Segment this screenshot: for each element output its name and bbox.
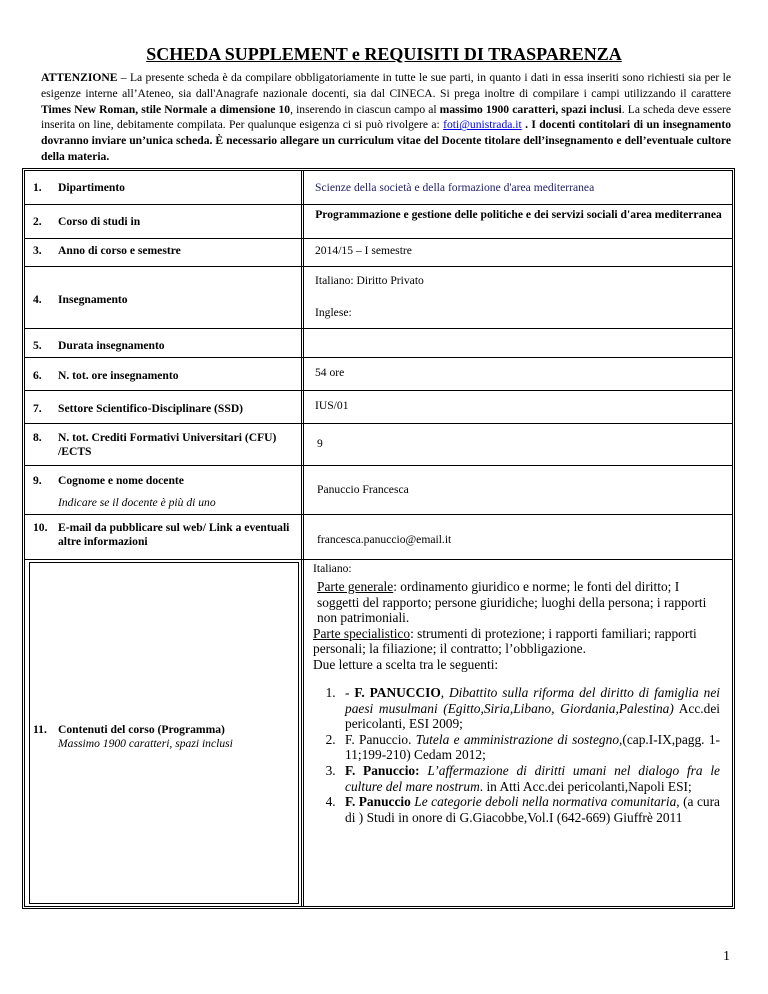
row-label: Anno di corso e semestre (58, 244, 181, 257)
general-part (313, 579, 718, 626)
row-email (25, 515, 732, 560)
intro-text: , inserendo in ciascun campo al (290, 102, 440, 116)
row-ssd (25, 391, 732, 424)
row-number: 3. (33, 244, 42, 257)
contact-email-link[interactable]: foti@unistrada.it (443, 118, 522, 132)
row-number: 10. (33, 521, 48, 534)
general-part-label: Parte generale (317, 579, 394, 594)
reading-title: L’affermazione di diritti umani nel dialogo fra le culture del mare nostrum (345, 762, 720, 794)
teaching-italian-value: Italiano: Diritto Privato (315, 274, 424, 287)
readings-list-container (313, 685, 720, 825)
reading-author: F. Panuccio: (345, 762, 420, 778)
intro-font-requirement: Times New Roman, stile Normale a dimensione 10 (41, 102, 291, 116)
row-label: E-mail da pubblicare sul web/ Link a eventuali altre informazioni (58, 521, 290, 548)
row-label: N. tot. ore insegnamento (58, 369, 179, 382)
row-label: Dipartimento (58, 181, 125, 194)
row-anno (25, 239, 732, 267)
reading-separator: , (440, 685, 450, 700)
row-label: Settore Scientifico-Disciplinare (SSD) (58, 402, 244, 415)
row-docente (25, 466, 732, 515)
reading-item (339, 732, 720, 763)
teaching-english-value: Inglese: (315, 306, 352, 319)
row-label: Cognome e nome docente (58, 474, 184, 487)
row-label: Insegnamento (58, 293, 128, 306)
row-insegnamento (25, 267, 732, 329)
reading-details: , (a cura di ) Studi in onore di G.Giacobbe,Vol.I (642-669) Giuffrè 2011 (345, 794, 720, 825)
reading-title: Le categorie deboli nella normativa comunitaria (414, 794, 677, 810)
reading-item (339, 763, 720, 794)
intro-label: ATTENZIONE (41, 71, 118, 84)
reading-details: . in Atti Acc.dei pericolanti,Napoli ESI; (479, 778, 692, 794)
row-number: 1. (33, 181, 42, 194)
row-number: 9. (33, 474, 42, 487)
readings-intro: Due letture a scelta tra le seguenti: (313, 656, 499, 672)
specialist-part (313, 626, 718, 657)
reading-author: F. PANUCCIO (354, 685, 441, 700)
intro-text: . I docenti contitolari di un insegnamento dovranno inviare un’unica scheda. È necessario allegare un curriculum vitae del Docente titolare dell’insegnamento e dell’eventuale cultore della materia. (41, 118, 732, 163)
department-value: Scienze della società e della formazione d'area mediterranea (315, 181, 595, 194)
row-number: 5. (33, 339, 42, 352)
course-value: Programmazione e gestione delle politiche e dei servizi sociali d'area mediterranea (315, 208, 722, 221)
page-number: 1 (723, 949, 730, 964)
row-sublabel: Indicare se il docente è più di uno (58, 496, 216, 509)
row-label: Durata insegnamento (58, 339, 165, 352)
row-number: 6. (33, 369, 42, 382)
hours-value: 54 ore (315, 366, 345, 379)
row-sublabel: Massimo 1900 caratteri, spazi inclusi (58, 737, 233, 750)
year-semester-value: 2014/15 – I semestre (315, 244, 412, 257)
reading-author: F. Panuccio. (345, 731, 416, 747)
row-durata (25, 329, 732, 358)
intro-length-requirement: massimo 1900 caratteri, spazi inclusi (439, 102, 622, 116)
intro-notice (41, 70, 731, 165)
reading-item (339, 794, 720, 825)
reading-prefix: - (345, 685, 355, 700)
row-number: 8. (33, 431, 42, 444)
reading-title: Dibattito sulla riforma del diritto di famiglia nei paesi musulmani (Egitto,Siria,Libano, Giordania,Palestina) (345, 685, 720, 716)
reading-author: F. Panuccio (345, 794, 411, 810)
row-number: 11. (33, 723, 47, 736)
program-language-label: Italiano: (313, 562, 352, 575)
readings-list (313, 685, 720, 825)
row-label: Corso di studi in (58, 215, 141, 228)
cfu-value: 9 (317, 437, 323, 450)
teacher-email-value: francesca.panuccio@email.it (317, 533, 452, 546)
row-ore (25, 358, 732, 391)
general-part-text: : ordinamento giuridico e norme; le fonti del diritto; I soggetti del rapporto; persone giuridiche; luoghi della persona; i rapporti non patrimoniali. (317, 579, 707, 626)
row-number: 2. (33, 215, 42, 228)
info-table (22, 168, 735, 909)
row-number: 4. (33, 293, 42, 306)
row-label: Contenuti del corso (Programma) (58, 723, 225, 736)
specialist-part-label: Parte specialistico (313, 625, 411, 641)
teacher-name-value: Panuccio Francesca (317, 483, 409, 496)
reading-details: ,(cap.I-IX,pagg. 1-11;199-210) Cedam 2012; (345, 731, 720, 763)
row-contenuti (25, 560, 732, 906)
intro-text: . La scheda deve essere inserita on line, debitamente compilata. Per qualunque esigenza ci si può rivolgere a: (41, 102, 731, 132)
row-corso (25, 205, 732, 239)
row-dipartimento (25, 171, 732, 205)
row-cfu (25, 424, 732, 466)
row-label: N. tot. Crediti Formativi Universitari (CFU) /ECTS (58, 431, 277, 458)
reading-title: Tutela e amministrazione di sostegno (415, 731, 620, 747)
reading-details: Acc.dei pericolanti, ESI 2009; (345, 700, 720, 732)
page-title: SCHEDA SUPPLEMENT e REQUISITI DI TRASPARENZA (146, 44, 622, 64)
ssd-value: IUS/01 (315, 399, 349, 412)
row-number: 7. (33, 402, 42, 415)
reading-item (339, 685, 720, 732)
specialist-part-text: : strumenti di protezione; i rapporti familiari; rapporti personali; la filiazione; il contratto; l’obbligazione. (313, 625, 697, 657)
program-description (313, 579, 718, 673)
intro-text: – La presente scheda è da compilare obbligatoriamente in tutte le sue parti, in quanto i dati in essa inseriti sono richiesti sia per le esigenze interne all’Ateneo, sia dall'Anagrafe nazionale docenti, sia dal CINECA. Si prega inoltre di compilare i campi utilizzando il carattere (41, 71, 731, 100)
